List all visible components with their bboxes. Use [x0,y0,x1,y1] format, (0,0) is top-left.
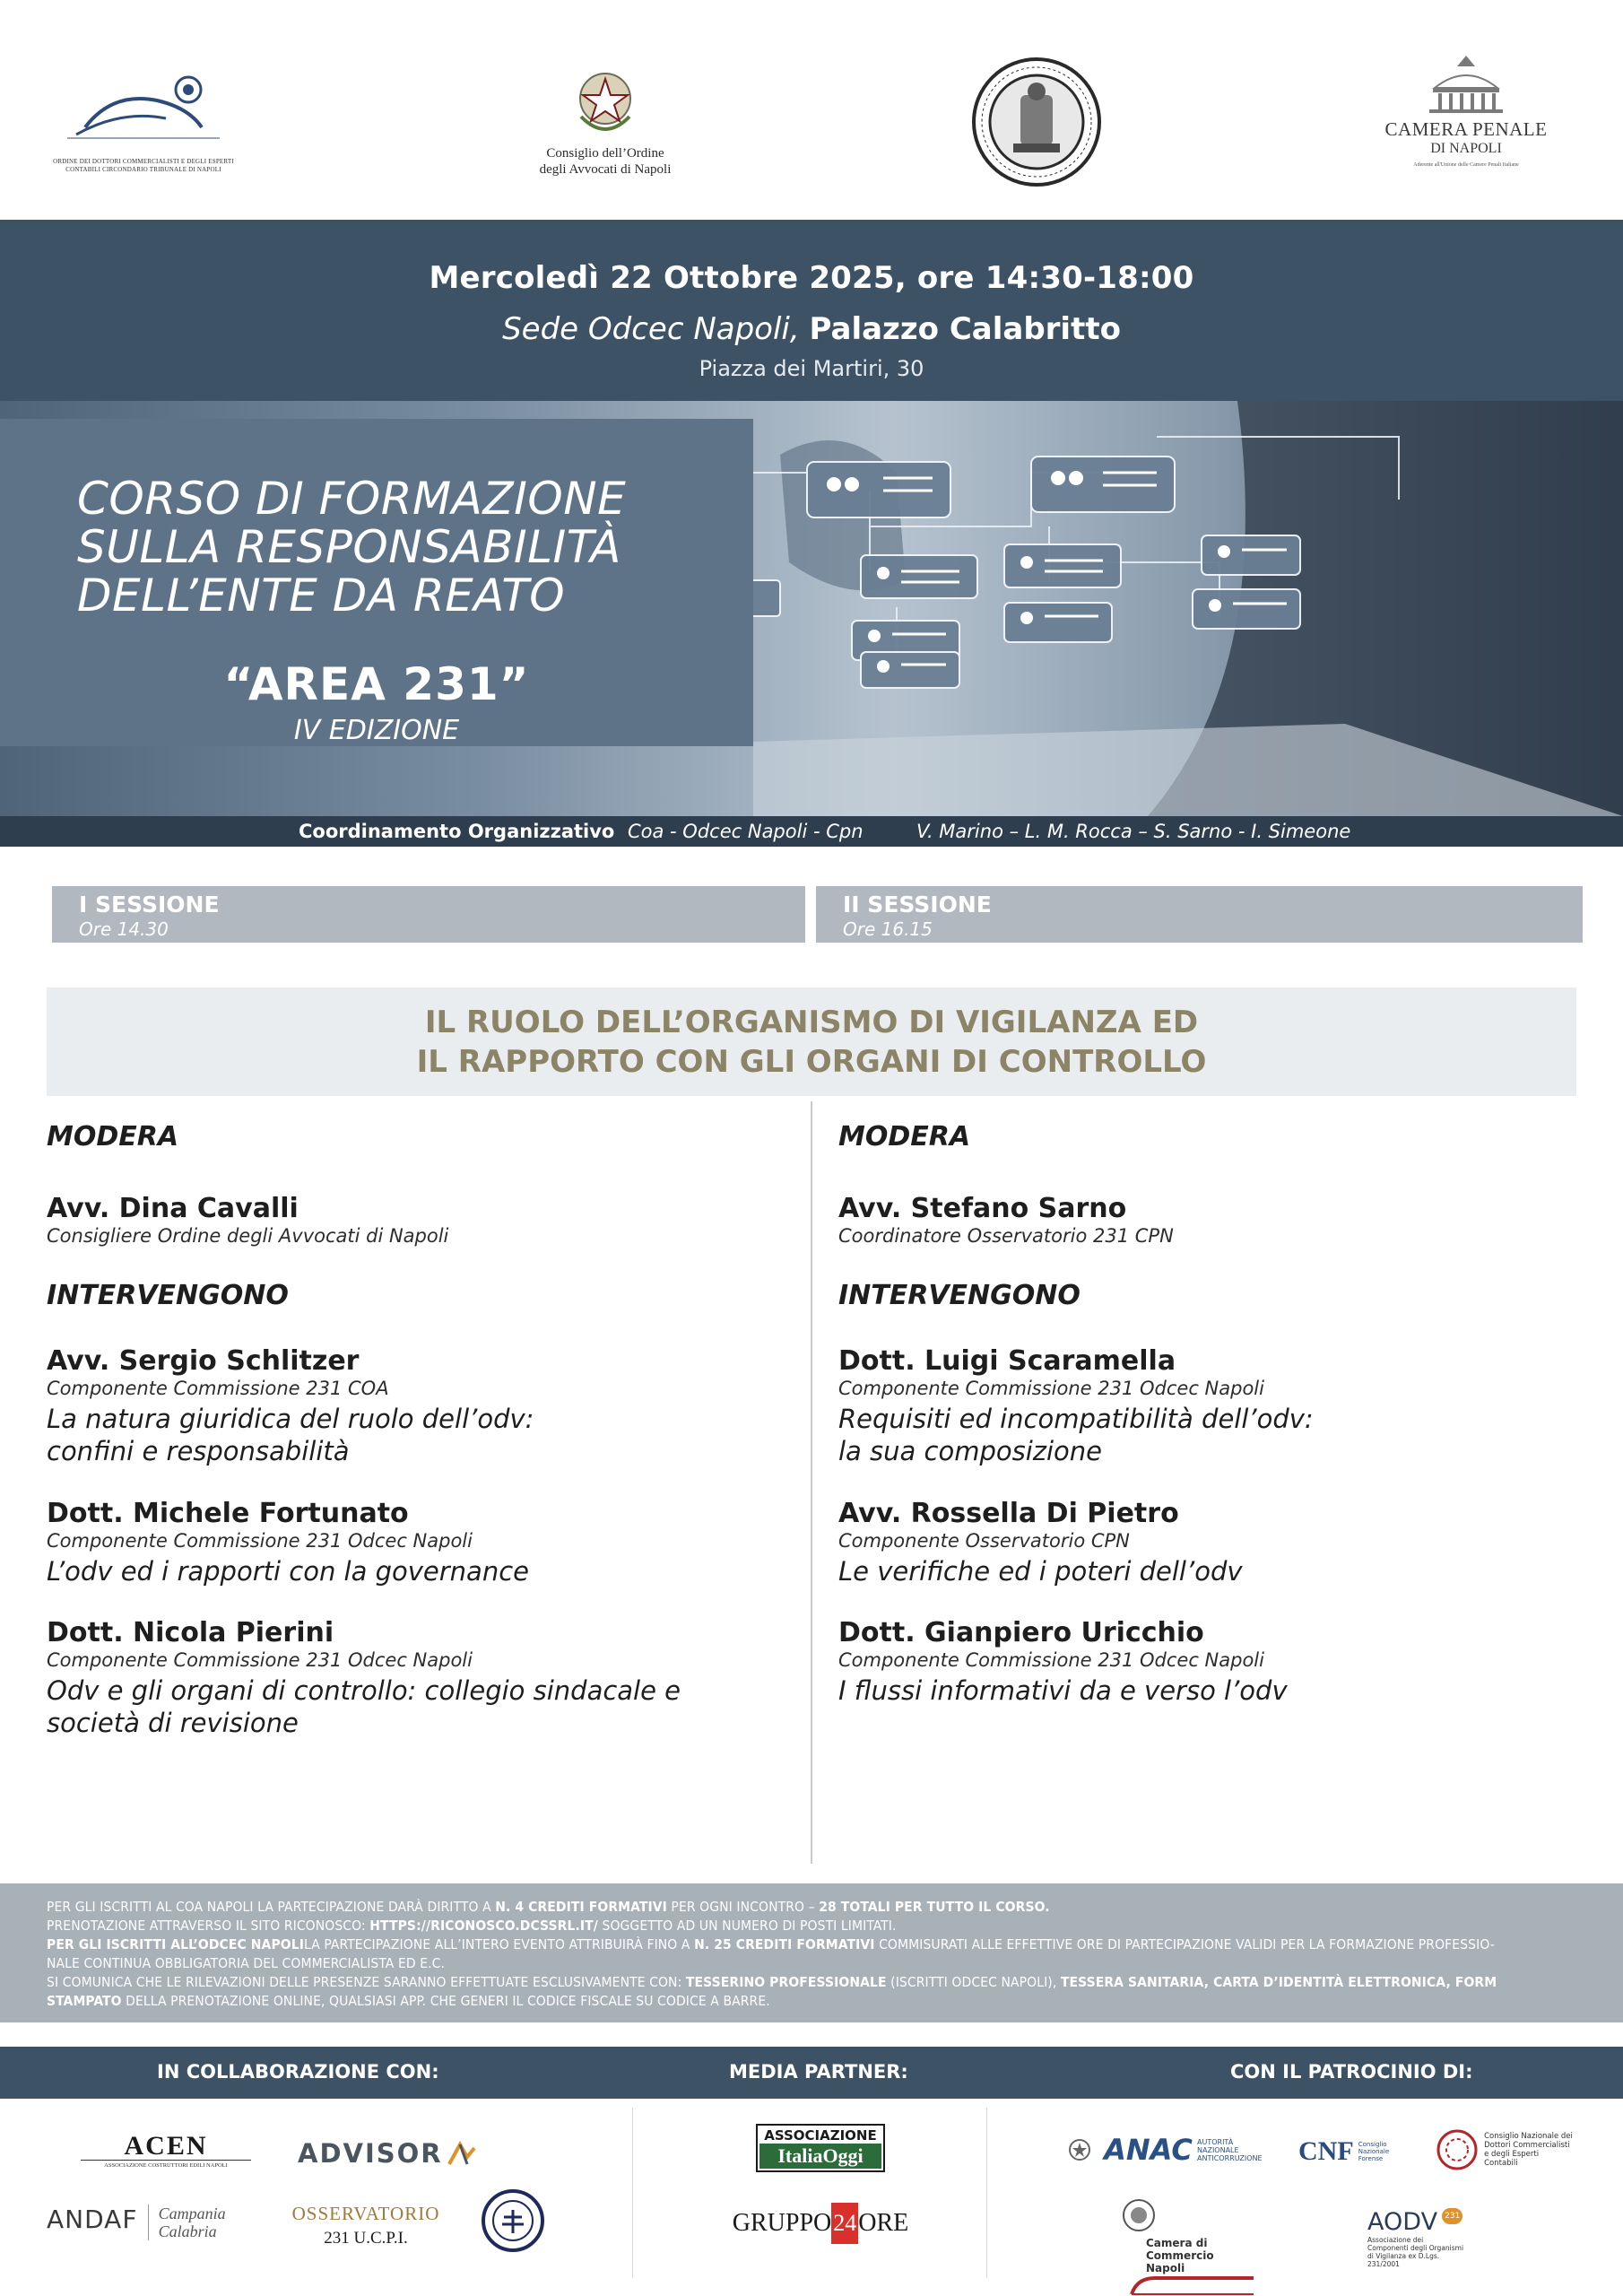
cndcec-logo [1435,2127,1578,2172]
notes-highlight: TESSERINO PROFESSIONALE [685,1974,887,1990]
speaker-role: Componente Commissione 231 COA [47,1378,389,1399]
course-title-line-2: SULLA RESPONSABILITÀ [77,521,621,573]
moderator-name: Avv. Stefano Sarno [838,1193,1127,1224]
cciaa-logo [1121,2197,1300,2296]
moderator-role: Coordinatore Osservatorio 231 CPN [838,1225,1174,1247]
cciaa-text [1128,2233,1263,2296]
osservatorio-line-2: 231 U.C.P.I. [324,2229,408,2248]
speaker-block [838,1345,1592,1467]
event-address: Piazza dei Martiri, 30 [699,356,924,381]
cndcec-subtitle: Consiglio Nazionale dei Dottori Commercialisti e degli Esperti Contabili [1484,2132,1573,2168]
speaker-block [47,1498,800,1587]
session-1-title: I SESSIONE [79,891,220,918]
collab-label: IN COLLABORAZIONE CON: [157,2061,439,2083]
column-divider [811,1101,812,1864]
notes-highlight: N. 25 CREDITI FORMATIVI [694,1936,875,1952]
left-speakers-label: INTERVENGONO [47,1280,289,1311]
notes-text-part: COMMISURATI ALLE EFFETTIVE ORE DI PARTECIPAZIONE VALIDI PER LA FORMAZIONE PROFESSIO- [874,1936,1495,1952]
notes-text-part: PRENOTAZIONE ATTRAVERSO IL SITO RICONOSCO: [47,1918,370,1934]
venue-italic: Sede Odcec Napoli, [502,311,800,347]
notes-line-1 [47,1898,1576,1917]
notes-text [47,1898,1576,2011]
speaker-block [838,1617,1592,1707]
cciaa-swoosh-icon [1128,2274,1263,2296]
speaker-role: Componente Commissione 231 Odcec Napoli [838,1378,1264,1399]
advisor-mark-icon [447,2141,480,2166]
anac-subtitle: AUTORITÀ NAZIONALE ANTICORRUZIONE [1197,2137,1263,2162]
ucpi-seal-logo [481,2188,545,2257]
topic-line-1: IL RUOLO DELL’ORGANISMO DI VIGILANZA ED [424,1004,1199,1040]
event-date: Mercoledì 22 Ottobre 2025, ore 14:30-18:00 [429,260,1194,296]
republic-emblem-small-icon [1067,2137,1092,2162]
talk-title [47,1403,800,1467]
moderator-name: Avv. Dina Cavalli [47,1193,299,1224]
cndcec-emblem-icon [1435,2127,1480,2172]
speaker-name: Avv. Sergio Schlitzer [47,1345,360,1377]
talk-title [838,1674,1592,1707]
andaf-separator [148,2205,149,2240]
hero-banner [0,401,1623,816]
italiaoggi-line-2: ItaliaOggi [759,2144,881,2169]
aodv-badge: 231 [1442,2208,1462,2224]
topic-line-2: IL RAPPORTO CON GLI ORGANI DI CONTROLLO [416,1044,1207,1080]
speaker-role: Componente Commissione 231 Odcec Napoli [47,1530,473,1552]
sole24ore-logo [717,2203,924,2244]
coordination-orgs: Coa - Odcec Napoli - Cpn [628,821,864,842]
notes-text-part: DELLA PRENOTAZIONE ONLINE, QUALSIASI APP. CHE GENERI IL CODICE FISCALE SU CODICE A BARRE. [121,1993,770,2009]
event-venue [0,311,1623,347]
cpn-caption-1: CAMERA PENALE [1384,118,1548,140]
acen-wordmark: ACEN [124,2131,208,2161]
header-logos [0,0,1623,220]
cciaa-seal-icon [1121,2197,1157,2233]
cnf-logo [1298,2136,1433,2167]
topic-title-box [47,987,1576,1096]
cnf-subtitle: Consiglio Nazionale Forense [1358,2141,1390,2162]
odcec-emblem-icon [49,65,238,154]
talk-line-1: Requisiti ed incompatibilità dell’odv: [838,1404,1314,1434]
notes-text-part: PER GLI ISCRITTI AL COA NAPOLI LA PARTECIPAZIONE DARÀ DIRITTO A [47,1899,496,1915]
aodv-subtitle: Associazione dei Componenti degli Organismi di Vigilanza ex D.Lgs. 231/2001 [1367,2236,1464,2268]
talk-title [838,1403,1592,1467]
notes-text-part: SI COMUNICA CHE LE RILEVAZIONI DELLE PRESENZE SARANNO EFFETTUATE ESCLUSIVAMENTE CON: [47,1974,686,1990]
notes-highlight: TESSERA SANITARIA, CARTA D’IDENTITÀ ELETTRONICA, FORM [1060,1974,1497,1990]
notes-line-3 [47,1935,1576,1954]
notes-line-6 [47,1992,1576,2011]
talk-line-1: Odv e gli organi di controllo: collegio sindacale e [47,1675,681,1706]
coa-caption-2: degli Avvocati di Napoli [539,162,672,177]
talk-line-1: L’odv ed i rapporti con la governance [47,1556,529,1587]
acen-subtitle: ASSOCIAZIONE COSTRUTTORI EDILI NAPOLI [81,2160,251,2169]
osservatorio-line-1: OSSERVATORIO [291,2203,440,2224]
session-1-time: Ore 14.30 [79,918,169,940]
notes-text-part: (ISCRITTI ODCEC NAPOLI), [886,1974,1061,1990]
ucpi-seal-icon [481,2188,545,2253]
talk-title [47,1555,800,1587]
course-title-panel [0,419,753,746]
talk-line-1: La natura giuridica del ruolo dell’odv: [47,1404,534,1434]
speaker-block [838,1498,1592,1587]
coordination-label: Coordinamento Organizzativo [299,821,615,842]
speaker-role: Componente Commissione 231 Odcec Napoli [47,1649,473,1671]
coa-caption-1: Consiglio dell’Ordine [546,146,664,161]
notes-line-4: NALE CONTINUA OBBLIGATORIA DEL COMMERCIALISTA ED E.C. [47,1955,446,1971]
speaker-name: Dott. Gianpiero Uricchio [838,1617,1204,1648]
sole-24-badge: 24 [831,2203,858,2244]
session-2-title: II SESSIONE [843,891,992,918]
italiaoggi-logo [756,2124,885,2172]
notes-text-part: LA PARTECIPAZIONE ALL’INTERO EVENTO ATTRIBUIRÀ FINO A [303,1936,695,1952]
anac-wordmark: ANAC [1104,2133,1193,2167]
notes-highlight: STAMPATO [47,1993,122,2009]
area-title: “AREA 231” [223,658,530,710]
patron-label: CON IL PATROCINIO DI: [1230,2061,1473,2083]
cpn-logo [1381,52,1551,196]
partners-divider [632,2108,633,2278]
course-title-line-3: DELL’ENTE DA REATO [77,570,566,622]
talk-title [838,1555,1592,1587]
advisor-wordmark: ADVISOR [298,2138,443,2169]
cpn-caption-3: Aderente all'Unione delle Camere Penali Italiane [1413,162,1519,168]
moderator-role: Consigliere Ordine degli Avvocati di Napoli [47,1225,449,1247]
talk-line-2: confini e responsabilità [47,1436,350,1466]
cpn-caption-2: DI NAPOLI [1430,141,1502,156]
course-title [77,474,723,620]
cpn-building-icon [1417,52,1515,115]
italiaoggi-line-1: ASSOCIAZIONE [764,2127,877,2144]
talk-line-1: Le verifiche ed i poteri dell’odv [838,1556,1243,1587]
partners-band [0,2047,1623,2099]
speaker-name: Dott. Luigi Scaramella [838,1345,1176,1377]
coordination-band [0,816,1623,847]
credits-notes [0,1883,1623,2022]
talk-line-2: società di revisione [47,1708,299,1738]
republic-emblem-icon [574,63,637,142]
anac-logo [1067,2133,1282,2167]
right-moderate-label: MODERA [838,1121,971,1152]
session-1-header [52,886,805,943]
right-moderator [838,1193,1592,1247]
odcec-caption: ORDINE DEI DOTTORI COMMERCIALISTI E DEGLI ESPERTI CONTABILI CIRCONDARIO TRIBUNALE DI NAPOLI [53,158,234,173]
cciaa-subtitle: Camera di Commercio Napoli [1146,2237,1214,2274]
speaker-role: Componente Commissione 231 Odcec Napoli [838,1649,1264,1671]
event-info-band [0,220,1623,401]
right-speakers-label: INTERVENGONO [838,1280,1081,1311]
coa-logo [502,63,708,179]
notes-text-part: PER OGNI INCONTRO – [666,1899,820,1915]
notes-highlight: N. 4 CREDITI FORMATIVI [495,1899,667,1915]
osservatorio-logo [285,2203,447,2248]
media-label: MEDIA PARTNER: [729,2061,908,2083]
notes-text-part: SOGGETTO AD UN NUMERO DI POSTI LIMITATI. [597,1918,897,1934]
advisor-logo [298,2138,508,2169]
notes-line-2 [47,1917,1576,1935]
venue-name: Palazzo Calabritto [809,311,1121,347]
left-moderate-label: MODERA [47,1121,179,1152]
cnf-wordmark: CNF [1298,2136,1354,2166]
andaf-region-2: Calabria [158,2222,217,2240]
booking-link[interactable]: HTTPS://RICONOSCO.DCSSRL.IT/ [369,1918,598,1934]
speaker-name: Avv. Rossella Di Pietro [838,1498,1179,1529]
partners-divider [986,2108,987,2278]
andaf-logo [47,2205,262,2240]
andaf-region-1: Campania [158,2205,226,2222]
speaker-name: Dott. Michele Fortunato [47,1498,409,1529]
course-title-line-1: CORSO DI FORMAZIONE [77,473,627,525]
speaker-block [47,1345,800,1467]
acen-logo [81,2133,251,2169]
andaf-wordmark: ANDAF [47,2205,138,2234]
talk-title [47,1674,800,1739]
notes-highlight: PER GLI ISCRITTI ALL’ODCEC NAPOLI [47,1936,304,1952]
talk-line-2: la sua composizione [838,1436,1103,1466]
edition-label: IV EDIZIONE [293,715,460,746]
aodv-wordmark: AODV [1367,2208,1438,2236]
speaker-block [47,1617,800,1739]
left-moderator [47,1193,800,1247]
notes-highlight: 28 TOTALI PER TUTTO IL CORSO. [819,1899,1050,1915]
sole-wordmark-a: GRUPPO [732,2209,832,2237]
session-2-header [816,886,1583,943]
seal-logo [970,56,1103,188]
session-2-time: Ore 16.15 [843,918,933,940]
sole-wordmark-c: ORE [858,2209,909,2237]
notes-line-5 [47,1973,1576,1992]
speaker-name: Dott. Nicola Pierini [47,1617,334,1648]
talk-line-1: I flussi informativi da e verso l’odv [838,1675,1288,1706]
odcec-logo [49,65,238,172]
coordination-names: V. Marino – L. M. Rocca – S. Sarno - I. Simeone [916,821,1351,842]
aodv-logo [1367,2208,1556,2268]
speaker-role: Componente Osservatorio CPN [838,1530,1130,1552]
seal-icon [970,56,1103,188]
andaf-region [159,2205,226,2240]
